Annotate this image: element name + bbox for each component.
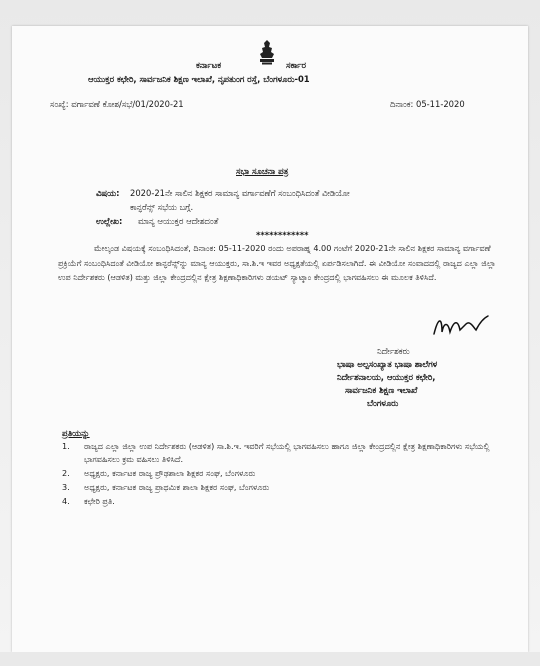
subject-label: ವಿಷಯ: — [96, 188, 120, 198]
reference-number: ಸಂಖ್ಯೆ: ವರ್ಗಾವಣೆ ಕೋಶ/ಸಭೆ/01/2020-21 — [50, 99, 184, 109]
list-item: 1. ರಾಜ್ಯದ ಎಲ್ಲಾ ಜಿಲ್ಲಾ ಉಪ ನಿರ್ದೇಶಕರು (ಆಡಳಿತ) ಸಾ.ಶಿ.ಇ. ಇವರಿಗೆ ಸಭೆಯಲ್ಲಿ ಭಾಗವಹಿಸಲು ಹಾಗೂ ಜಿಲ್ಲಾ ಕೇಂದ್ರದಲ್ಲಿನ ಕ್ಷೇತ್ರ ಶಿಕ್ಷಣಾಧಿಕಾರಿಗಳು ಸಭೆಯಲ್ಲಿ ಭಾಗವಹಿಸಲು ಕ್ರಮ ವಹಿಸಲು ತಿಳಿಸಿದೆ. — [62, 441, 490, 464]
copies-label: ಪ್ರತಿಯನ್ನು — [62, 428, 90, 438]
copies-list — [62, 440, 502, 509]
document-date: ದಿನಾಂಕ: 05-11-2020 — [390, 99, 465, 109]
signatory-title: ನಿರ್ದೇಶಕರು — [377, 346, 410, 356]
reference-text: ಮಾನ್ಯ ಆಯುಕ್ತರ ಆದೇಶದಂತೆ — [138, 216, 219, 226]
list-item: 2. ಅಧ್ಯಕ್ಷರು, ಕರ್ನಾಟಕ ರಾಜ್ಯ ಪ್ರೌಢಶಾಲಾ ಶಿಕ್ಷಕರ ಸಂಘ, ಬೆಂಗಳೂರು — [62, 468, 256, 478]
state-emblem-icon — [256, 38, 278, 66]
signatory-line2: ನಿರ್ದೇಶನಾಲಯ, ಆಯುಕ್ತರ ಕಛೇರಿ, — [337, 372, 436, 382]
notice-title: ಸಭಾ ಸೂಚನಾ ಪತ್ರ — [236, 166, 289, 176]
header-office: ಆಯುಕ್ತರ ಕಛೇರಿ, ಸಾರ್ವಜನಿಕ ಶಿಕ್ಷಣ ಇಲಾಖೆ, ನೃಪತುಂಗ ರಸ್ತೆ, ಬೆಂಗಳೂರು-01 — [88, 74, 310, 84]
separator: ************ — [256, 230, 309, 240]
header-state-right: ಸರ್ಕಾರ — [286, 60, 306, 70]
header-state-left: ಕರ್ನಾಟಕ — [196, 60, 221, 70]
list-item: 3. ಅಧ್ಯಕ್ಷರು, ಕರ್ನಾಟಕ ರಾಜ್ಯ ಪ್ರಾಥಮಿಕ ಶಾಲಾ ಶಿಕ್ಷಕರ ಸಂಘ, ಬೆಂಗಳೂರು — [62, 482, 270, 492]
body-paragraph: ಮೇಲ್ಕಂಡ ವಿಷಯಕ್ಕೆ ಸಂಬಂಧಿಸಿದಂತೆ, ದಿನಾಂಕ: 05-11-2020 ರಂದು ಅಪರಾಹ್ನ 4.00 ಗಂಟೆಗೆ 2020-21ನೇ ಸಾಲಿನ ಶಿಕ್ಷಕರ ಸಾಮಾನ್ಯ ವರ್ಗಾವಣೆ ಪ್ರಕ್ರಿಯೆಗೆ ಸಂಬಂಧಿಸಿದಂತೆ ವೀಡಿಯೋ ಕಾನ್ಫರೆನ್ಸ್‌ನ್ನು ಮಾನ್ಯ ಆಯುಕ್ತರು, ಸಾ.ಶಿ.ಇ ಇವರ ಅಧ್ಯಕ್ಷತೆಯಲ್ಲಿ ಏರ್ಪಡಿಸಲಾಗಿದೆ. ಈ ವೀಡಿಯೋ ಸಂವಾದದಲ್ಲಿ ರಾಜ್ಯದ ಎಲ್ಲಾ ಜಿಲ್ಲಾ ಉಪ ನಿರ್ದೇಶಕರು (ಆಡಳಿತ) ಮತ್ತು ಜಿಲ್ಲಾ ಕೇಂದ್ರದಲ್ಲಿನ ಕ್ಷೇತ್ರ ಶಿಕ್ಷಣಾಧಿಕಾರಿಗಳು ಡಯಟ್ ಸ್ಯಾಟ್ಕಾಂ ಕೇಂದ್ರದಲ್ಲಿ ಭಾಗವಹಿಸಲು ಈ ಮೂಲಕ ತಿಳಿಸಿದೆ. — [58, 243, 496, 282]
bottom-margin — [0, 652, 540, 666]
handwritten-signature — [430, 312, 494, 342]
signatory-line4: ಬೆಂಗಳೂರು — [367, 398, 399, 408]
list-item: 4. ಕಛೇರಿ ಪ್ರತಿ. — [62, 496, 115, 506]
subject-text-continued: ಕಾನ್ಫರೆನ್ಸ್ ಸಭೆಯ ಬಗ್ಗೆ. — [130, 202, 194, 212]
subject-text: 2020-21ನೇ ಸಾಲಿನ ಶಿಕ್ಷಕರ ಸಾಮಾನ್ಯ ವರ್ಗಾವಣೆಗೆ ಸಂಬಂಧಿಸಿದಂತೆ ವೀಡಿಯೋ — [130, 188, 350, 198]
signatory-line3: ಸಾರ್ವಜನಿಕ ಶಿಕ್ಷಣ ಇಲಾಖೆ — [345, 385, 418, 395]
reference-label: ಉಲ್ಲೇಖ: — [96, 216, 123, 226]
signatory-line1: ಭಾಷಾ ಅಲ್ಪಸಂಖ್ಯಾತ ಭಾಷಾ ಶಾಲೆಗಳ — [337, 359, 438, 369]
